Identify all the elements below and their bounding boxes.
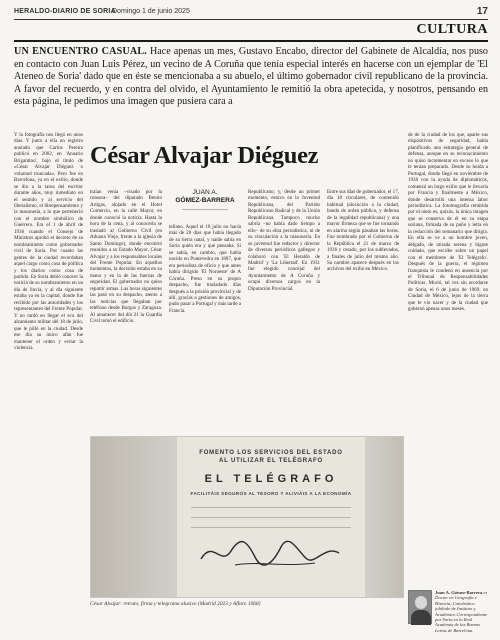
bio-text: es Doctor en Geografía e Historia, Catedrático jubilado de Instituto y Académico Correspondiente por Soria en la Real Academia de las Buenas Letras de Barcelona.	[435, 590, 488, 633]
author-bio	[435, 590, 488, 634]
article-column-2: traían venía –visado por la censura– del diputado Benito Artigas, alojado en el Hotel Comercio, en la calle Mayor, en donde conoció la noticia. Hasta la hora de la cena, y al conocerla se trasladó al Gobierno Civil (en Aduana Vieja, frente a la iglesia de Santo Domingo), donde encontró reunidos a su Estado Mayor. César Alvajar y a los responsables locales del Frente Popular. En aquellos momentos, la decisión estaba en su mano y en la de las fuerzas de seguridad. El gobernador no quiso repartir armas. Las horas siguientes las pasó en su despacho, atento a las noticias que llegaban por teléfono desde Burgos y Zaragoza. Al amanecer del día 21 la Guardia Civil tomó el edificio.	[90, 189, 162, 325]
newspaper-name: HERALDO-DIARIO DE SORIA	[14, 8, 116, 15]
article-column-4: Republicano; y, desde un primer momento, estuvo en la Juventud Republicana, del Partido Republicano Radical y de la Unión Republicana. Tampoco mucho sabría –no había dado tiempo a ello– de su obra periodística, ni de su vinculación a la masonería. En su juventud fue redactor y director de diversos periódicos gallegos y colaboró con 'El Heraldo de Madrid' y 'La Libertad'. En 1931 fue elegido concejal del Ayuntamiento de A Coruña y ocupó diversos cargos en la Diputación Provincial.	[248, 189, 320, 292]
newspaper-page	[14, 6, 488, 634]
issue-date: Domingo 1 de junio 2025	[112, 8, 190, 15]
portrait-body	[411, 610, 431, 625]
author-portrait	[408, 590, 432, 624]
form-line	[191, 527, 351, 528]
section-title: CULTURA	[416, 22, 488, 37]
header-rule	[14, 19, 488, 20]
article-column-5: Entre sus días de gobernador, el 17, día 18 circulares, de contenido habitual (alocución a la ciudad, bando de orden público, y defensa de la legalidad republicana) y una mayor firmeza que se fue tornando en alarma según pasaban las horas. Fue nombrado por el Gobierno de la República el 21 de marzo de 1936 y cesado, por los sublevados, a finales de julio del mismo año. Su nombre aparece después en los archivos del exilio en México.	[327, 189, 399, 273]
article-column-3: tellano. Aquel el 18 julio no hacía más de 20 días que había llegado de su tierra natal, y nadie sabía en Soria quién era y qué pensaba. Sí se sabía, en cambio, que había nacido en Pontevedra en 1887, que era periodista de oficio y que antes había dirigido 'El Noroeste' de A Coruña. Preso en su propio despacho, fue trasladado días después a la prisión provincial y de allí, gracias a gestiones de amigos, pudo pasar a Portugal y más tarde a Francia.	[169, 224, 241, 314]
telegram-slogan-line-1: FOMENTO LOS SERVICIOS DEL ESTADO	[199, 450, 343, 456]
telegram-photo	[90, 436, 404, 598]
photo-left-margin	[91, 437, 177, 598]
telegram-slogan-line-2: AL UTILIZAR EL TELÉGRAFO	[219, 458, 323, 464]
author-first-name: JUAN A.	[192, 189, 218, 196]
form-line	[191, 517, 351, 518]
photo-right-margin	[363, 437, 403, 598]
bio-name: Juan A. Gómez-Barrera	[435, 590, 483, 595]
author-byline	[169, 189, 241, 210]
article-headline: César Alvajar Diéguez	[90, 142, 319, 169]
section-rule	[14, 40, 488, 42]
portrait-head	[415, 596, 427, 609]
telegram-masthead: EL TELÉGRAFO	[204, 473, 338, 485]
page-header	[14, 6, 488, 18]
telegram-slogan	[189, 449, 353, 465]
byline-divider	[182, 209, 228, 210]
telegram-subslogan: FACILITÁIS SEGUROS AL TESORO Y ALIVIÁIS A LA ECONOMÍA	[190, 491, 352, 496]
author-surname: GÓMEZ-BARRERA	[175, 197, 235, 204]
lead-paragraph	[14, 46, 488, 109]
handwritten-signature	[195, 533, 345, 573]
photo-caption: César Alvajar: retrato, firma y telegrama alusivo (Madrid 2023 y Alfaro 1968)	[90, 601, 261, 607]
page-number: 17	[476, 6, 488, 17]
lead-text: Hace apenas un mes, Gustavo Encabo, director del Gabinete de Alcaldía, nos puso en contacto con Juan Luis Pérez, un vecino de A Coruña que tenía especial interés en hacerse con un ejemplar de 'El Ateneo de Soria' dado que en éste se mencionaba a su abuelo, el último gobernador civil republicano de la provincia. A favor del recuerdo, y en contra del olvido, el Ayuntamiento le remitió la obra apetecida, y nosotros, pensando en esta página, le pedimos una imagen que pusiera cara a	[14, 46, 488, 108]
article-column-1: Y la fotografía nos llegó en unos días. Y junto a ella un registro anotado que Carlos Pereira publicó en 2002, en 'Anuario Brigantino', bajo el título de «César Alvajar Diéguez o voluntad truncada». Pero fue en Barcelona, ya en el exilio, donde se dio a la tarea del escritor durante años, muy inmediato en el sentido y al servicio del liberalismo, el librepensamiento y la masonería, a la que perteneció con el nombre simbólico de Guerrero. Era el 1 de abril de 1936 cuando el Consejo de Ministros aprobó el decreto de su nombramiento como gobernador civil de Soria. Por cuanto las gentes de la ciudad recordaban aquel cargo como cosa de política y los diarios como cosa de partido. En Soria debió conocer la noticia de su nombramiento en un día de lluvia, y al día siguiente estaba ya en la capital, donde fue recibido por las autoridades y los representantes del Frente Popular. Y no tardó en llegar el eco del alzamiento militar del 18 de julio, que le pilló en la ciudad. Desde ese día su único afán fue mantener el orden y evitar la violencia.	[14, 132, 83, 351]
article-column-6: de de la ciudad de los que, aparte sus dispositivos de seguridad, había planificado una estrategia general de defensa, aunque en su reconocimiento no quiso incrementar en exceso lo que le tenían preparado. Desde su huida a Portugal, donde llegó en noviembre de 1936 con la ayuda de diplomáticos, comenzó un largo exilio que le llevaría por Francia y finalmente a México, donde desarrolló una intensa labor periodística. La fotomografía remitida por el nieto es, quizás, la única imagen que se conserva de él en su etapa soriana, firmada de su puño y letra en la redacción del semanario que dirigía. En ella se ve a un hombre joven, delgado, de mirada serena y bigote cuidado, que escribe sobre un papel con el membrete de 'El Telégrafo'. Después de la guerra, el régimen franquista le condenó en ausencia por el Tribunal de Responsabilidades Políticas. Murió, tal vez sin acordarse de Soria, el 6 de junio de 1969, en Ciudad de México, lejos de la tierra que le vio nacer y de la ciudad que gobernó apenas unos meses.	[408, 132, 488, 313]
lead-kicker: UN ENCUENTRO CASUAL.	[14, 46, 148, 57]
form-line	[191, 507, 351, 508]
